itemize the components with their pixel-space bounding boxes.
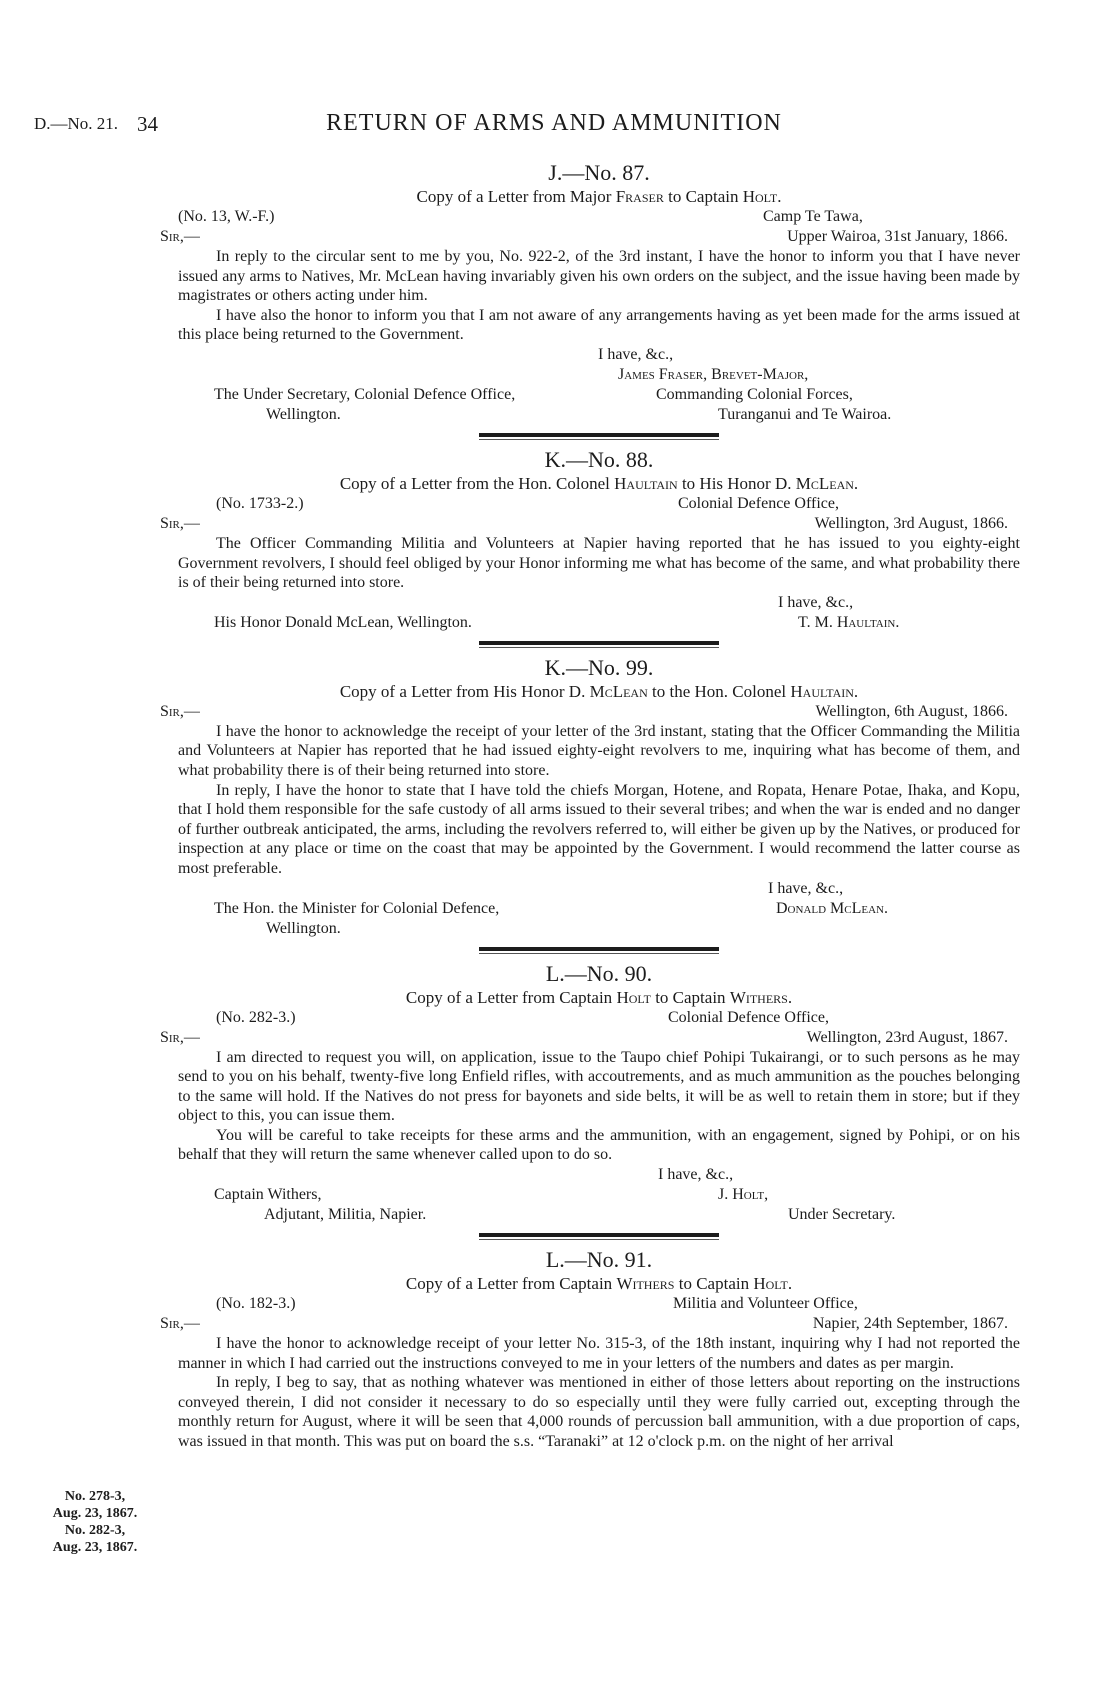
letter-place: Colonial Defence Office, — [678, 494, 839, 512]
paragraph: I have the honor to acknowledge the receipt of your letter of the 3rd instant, stating that the Officer Commanding the Militia and Volunteers at Napier has reported that he had issued eighty-eight revolvers to me, inquiring what has become of them, and what probability there is of their being returned into store. — [178, 722, 1020, 779]
document-body — [160, 156, 1020, 1452]
letter-date: Napier, 24th September, 1867. — [812, 1315, 1008, 1333]
letter-place: Militia and Volunteer Office, — [673, 1295, 858, 1313]
letter-k88 — [160, 446, 1020, 633]
paragraph: In reply to the circular sent to me by you, No. 922-2, of the 3rd instant, I have the honor to inform you that I have never issued any arms to Natives, Mr. McLean having invariably given his own orders on the subject, and the issue having been made by magistrates or others acting under him. — [178, 248, 1020, 305]
signatory: T. M. Haultain. — [798, 613, 900, 631]
letter-heading: J.—No. 87. — [548, 160, 650, 185]
addressee-place: Adjutant, Militia, Napier. — [264, 1206, 427, 1224]
salutation: Sir,— — [160, 1315, 200, 1333]
page-header — [34, 110, 1074, 144]
desc-text: Copy of a Letter from Captain — [405, 1274, 613, 1294]
paragraph: In reply, I have the honor to state that I have told the chiefs Morgan, Hotene, and Ropata, Henare Potae, Ihaka, and Kopu, that I hold them responsible for the safe custody of all arms issued to their several tribes; and when the war is ended and no danger of further outbreak anticipated, the arms, including the revolvers referred to, will either be given up by the Natives, or produced for inspection at any place or time on the coast that may be appointed by the Government. I would recommend the latter course as most preferable. — [178, 781, 1020, 877]
section-divider — [479, 947, 719, 951]
desc-to: Holt. — [742, 187, 782, 206]
letter-salute-row — [160, 227, 1020, 247]
desc-text: to Captain — [655, 987, 726, 1007]
signature-block — [178, 593, 1020, 633]
letter-l91 — [160, 1247, 1020, 1452]
letter-description — [178, 681, 1020, 702]
letter-salute-row — [160, 702, 1020, 722]
letter-heading: K.—No. 88. — [544, 446, 654, 472]
letter-number: (No. 282-3.) — [216, 1008, 296, 1026]
desc-text: Copy of a Letter from the Hon. Colonel — [339, 473, 610, 493]
letter-description — [178, 987, 1020, 1008]
addressee: His Honor Donald McLean, Wellington. — [214, 613, 472, 631]
salutation: Sir,— — [160, 514, 200, 532]
desc-text: Copy of a Letter from Captain — [405, 987, 613, 1007]
section-divider — [479, 433, 719, 437]
addressee: The Under Secretary, Colonial Defence Office, — [214, 385, 516, 403]
desc-to: Holt. — [753, 1274, 793, 1294]
closing: I have, &c., — [658, 1166, 734, 1184]
paragraph: I have the honor to acknowledge receipt of your letter No. 315-3, of the 18th instant, inquiring why I had not reported the manner in which I had carried out the instructions conveyed to me in your letters of the numbers and dates as per margin. — [178, 1335, 1020, 1372]
desc-text: Copy of a Letter from Major — [416, 187, 612, 206]
letter-description — [178, 186, 1020, 207]
desc-to: McLean. — [795, 473, 859, 493]
letter-ref-row — [178, 1008, 1020, 1028]
desc-from: Fraser — [615, 187, 664, 206]
closing: I have, &c., — [778, 593, 854, 611]
letter-ref-row — [178, 1294, 1020, 1314]
desc-from: Holt — [616, 987, 651, 1007]
letter-j87 — [160, 160, 1020, 425]
desc-text: Copy of a Letter from His Honor D. — [339, 681, 586, 701]
section-divider — [479, 1233, 719, 1237]
signature-block — [178, 1165, 1020, 1225]
signature-block — [178, 345, 1020, 425]
document-reference: D.—No. 21. — [34, 114, 119, 133]
signatory: J. Holt, — [718, 1186, 769, 1204]
paragraph: I am directed to request you will, on application, issue to the Taupo chief Pohipi Tukairangi, or to such persons as he may send to you on his behalf, twenty-five long Enfield rifles, with accoutrements, and as much ammunition as the pouches belonging to the same will hold. If the Natives do not press for bayonets and side belts, it will be as well to retain them in store; but if they object to this, you can issue them. — [178, 1048, 1020, 1125]
signature-block — [178, 879, 1020, 939]
salutation: Sir,— — [160, 228, 200, 245]
letter-heading: L.—No. 91. — [545, 1247, 653, 1273]
addressee-place: Wellington. — [266, 405, 341, 423]
letter-description — [178, 1273, 1020, 1294]
addressee: The Hon. the Minister for Colonial Defence, — [214, 899, 500, 917]
salutation: Sir,— — [160, 702, 200, 720]
letter-description — [178, 473, 1020, 494]
addressee: Captain Withers, — [214, 1186, 322, 1204]
margin-note-line: Aug. 23, 1867. — [52, 1540, 138, 1555]
signatory-title: Turanganui and Te Wairoa. — [718, 405, 892, 423]
letter-number: (No. 13, W.-F.) — [178, 208, 275, 225]
desc-text: to Captain — [678, 1274, 750, 1294]
desc-text: to the Hon. Colonel — [652, 681, 787, 701]
margin-note-line: No. 278-3, — [64, 1489, 126, 1504]
paragraph: You will be careful to take receipts for these arms and the ammunition, with an engagement, signed by Pohipi, or on his behalf that they will return the same whenever called upon to do so. — [178, 1126, 1020, 1164]
desc-to: Haultain. — [790, 681, 859, 701]
page-number: 34 — [137, 112, 158, 136]
desc-text: to His Honor D. — [681, 473, 792, 493]
salutation: Sir,— — [160, 1028, 200, 1046]
letter-date: Upper Wairoa, 31st January, 1866. — [787, 228, 1008, 245]
letter-place: Camp Te Tawa, — [763, 208, 863, 225]
paragraph: The Officer Commanding Militia and Volunteers at Napier having reported that he has issued to you eighty-eight Government revolvers, I should feel obliged by your Honor informing me what has become of the same, and what probability there is of their being returned into store. — [178, 534, 1020, 592]
signatory: James Fraser, Brevet-Major, — [618, 365, 809, 383]
letter-heading: K.—No. 99. — [544, 654, 654, 680]
signatory-title: Commanding Colonial Forces, — [656, 385, 853, 403]
margin-note-line: Aug. 23, 1867. — [52, 1506, 138, 1521]
desc-from: Haultain — [614, 473, 678, 493]
margin-note — [40, 1488, 150, 1556]
letter-ref-row — [178, 207, 1020, 227]
letter-number: (No. 182-3.) — [216, 1295, 296, 1313]
letter-place: Colonial Defence Office, — [668, 1008, 829, 1026]
letter-date: Wellington, 3rd August, 1866. — [814, 514, 1008, 532]
desc-from: McLean — [589, 681, 648, 701]
letter-salute-row — [160, 1314, 1020, 1334]
letter-salute-row — [160, 514, 1020, 534]
signatory-title: Under Secretary. — [788, 1206, 896, 1224]
paragraph: I have also the honor to inform you that I am not aware of any arrangements having as yet been made for the arms issued at this place being returned to the Government. — [178, 306, 1020, 344]
letter-ref-row — [178, 494, 1020, 514]
letter-date: Wellington, 23rd August, 1867. — [806, 1028, 1008, 1046]
section-divider — [479, 641, 719, 645]
letter-number: (No. 1733-2.) — [216, 494, 304, 512]
desc-text: to Captain — [668, 187, 739, 206]
closing: I have, &c., — [768, 879, 844, 897]
desc-to: Withers. — [729, 987, 793, 1007]
letter-date: Wellington, 6th August, 1866. — [815, 702, 1008, 720]
signatory: Donald McLean. — [776, 899, 888, 917]
letter-l90 — [160, 960, 1020, 1226]
desc-from: Withers — [616, 1274, 675, 1294]
letter-salute-row — [160, 1028, 1020, 1048]
closing: I have, &c., — [598, 345, 674, 363]
addressee-place: Wellington. — [266, 919, 341, 937]
letter-k99 — [160, 654, 1020, 939]
page-title: RETURN OF ARMS AND AMMUNITION — [326, 110, 782, 136]
letter-heading: L.—No. 90. — [545, 960, 653, 986]
margin-note-line: No. 282-3, — [64, 1523, 126, 1538]
paragraph: In reply, I beg to say, that as nothing whatever was mentioned in either of those letters about reporting on the instructions conveyed therein, I did not consider it necessary to do so especially until they were fully carried out, excepting through the monthly return for August, where it will be seen that 4,000 rounds of percussion ball ammunition, with a due proportion of caps, was issued in that month. This was put on board the s.s. “Taranaki” at 12 o'clock p.m. on the night of her arrival — [178, 1374, 1020, 1451]
